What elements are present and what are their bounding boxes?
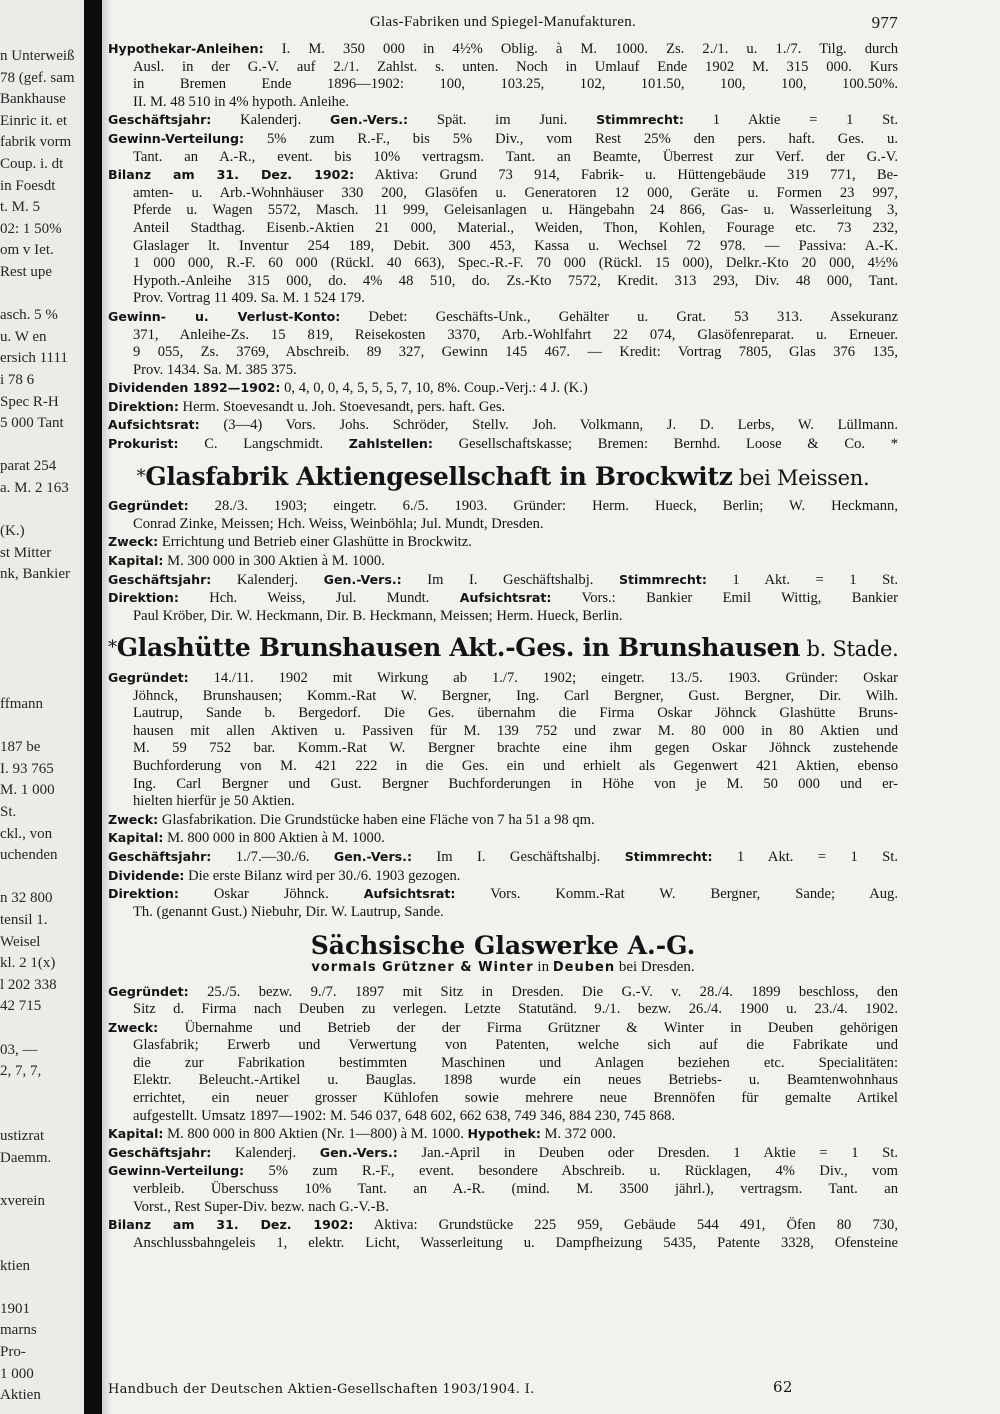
field-text: Tant. an A.-R., event. bis 10% vertragsm. Tant. an Beamte, Überrest zur Verf. der G.-V. [133,148,898,165]
left-margin-fragment: Spec R-H [0,393,59,410]
text-line [108,1090,898,1108]
field-label: Gegründet: [108,498,189,514]
field-text: die zur Fabrikation bestimmten Maschinen und Anlagen beziehen etc. Specialitäten: [133,1054,898,1071]
text-line [108,166,898,185]
text-line [108,255,898,273]
field-text: Buchforderung von M. 421 222 in die Ges. ein und erhielt als Gegenwert 421 Aktien, ebenso [133,757,898,774]
text-line [108,589,898,608]
text-line [108,273,898,291]
left-margin-fragment: M. 1 000 [0,782,55,799]
page-content [108,14,898,1252]
text-line [108,344,898,362]
text-line [108,1162,898,1181]
field-text: Herm. Stoevesandt u. Joh. Stoevesandt, pers. haft. Ges. [178,398,506,415]
left-margin-fragment: kl. 2 1(x) [0,955,56,972]
text-line [108,111,898,130]
company-title-brunshausen [108,633,899,663]
company-name: Glashütte Brunshausen Akt.-Ges. in Brunshausen [116,633,801,663]
field-text: 1 Akt. = 1 St. [706,571,898,588]
field-label: Zweck: [108,1019,159,1035]
field-text: in Bremen Ende 1896—1902: 100, 103.25, 102, 101.50, 100, 100, 100.50%. [133,76,898,93]
text-line [108,688,898,706]
field-text: Vors.: Bankier Emil Wittig, Bankier [551,590,898,607]
left-margin-fragment: uchenden [0,847,58,864]
new-entry-asterisk: * [136,465,146,487]
field-text: 0, 4, 0, 0, 4, 5, 5, 5, 7, 10, 8%. Coup.-Verj.: 4 J. (K.) [280,380,588,397]
field-text: errichtet, ein neuer grosser Kühlofen sowie mehrere neue Brennöfen für gemalte Artikel [133,1090,898,1107]
left-margin-fragment: st Mitter [0,544,52,561]
text-line [108,59,898,77]
left-margin-fragment: parat 254 [0,458,57,475]
field-text: Anteil Stadthag. Eisenb.-Aktien 21 000, Material., Weiden, Thon, Kohlen, Fourage etc. 73 232, [133,219,898,236]
left-margin-fragment: 5 000 Tant [0,415,64,432]
field-text: (3—4) Vors. Johs. Schröder, Stellv. Joh. Volkmann, J. D. Lerbs, W. Lüllmann. [199,417,898,434]
field-label: Dividende: [108,867,185,883]
left-margin-fragment: in Foesdt [0,177,56,194]
field-label: Bilanz am 31. Dez. 1902: [108,167,355,183]
field-label: Gegründet: [108,983,189,999]
text-line [108,552,898,571]
field-label: Stimmrecht: [596,112,684,128]
section-bremen-glass-company [108,40,898,454]
field-text: Glaslager lt. Inventur 254 189, Debit. 300 453, Kassa u. Wechsel 72 978. — Passiva: A.-K. [133,237,898,254]
field-text: 25./5. bezw. 9./7. 1897 mit Sitz in Dresden. Die G.-V. v. 28./4. 1899 beschloss, den [188,983,898,1000]
text-line [108,571,898,590]
left-margin-fragment: n Unterweiß [0,48,75,64]
left-margin-fragment: nk, Bankier [0,566,70,583]
left-margin-fragment: ckl., von [0,825,53,842]
field-text: 1 Akt. = 1 St. [712,848,898,865]
company-subtitle-saechsische [108,959,898,977]
field-text: 9 055, Zs. 3769, Abschreib. 89 327, Gewinn 145 467. — Kredit: Vortrag 7805, Glas 376 135, [133,344,898,361]
field-text: Debet: Geschäfts-Unk., Gehälter u. Grat. 53 313. Assekuranz [340,308,898,325]
field-label: Prokurist: [108,436,179,452]
left-margin-fragment: ffmann [0,696,44,712]
field-label: Stimmrecht: [624,848,713,864]
field-label: Direktion: [108,398,179,414]
subtitle-in: in [533,958,553,975]
field-text: verbleib. Überschuss 10% Tant. an A.-R. (mind. M. 3500 jährl.), vertragsm. Tant. an [133,1181,898,1198]
left-margin-fragment: ustizrat [0,1128,45,1144]
field-label: Kapital: [108,1126,164,1142]
field-text: Ausl. in der G.-V. auf 2./1. Zahlst. s. unten. Noch in Umlauf Ende 1902 M. 315 000. Kurs [133,58,898,75]
text-line [108,829,898,848]
text-line [108,867,898,886]
text-line [108,776,898,794]
subtitle-place: Deuben [552,959,616,975]
text-line [108,793,898,811]
left-margin-fragment: n 32 800 [0,890,53,907]
field-label: Direktion: [108,590,179,606]
field-text: Jan.-April in Deuben oder Dresden. 1 Aktie = 1 St. [397,1144,898,1161]
field-label: Bilanz am 31. Dez. 1902: [108,1217,354,1233]
field-text: Ing. Carl Bergner und Gust. Bergner Buchforderungen in Höhe von je M. 50 000 und er- [133,775,898,792]
text-line [108,1072,898,1090]
text-line [108,149,898,167]
field-label: Gewinn-Verteilung: [108,1163,245,1179]
field-label: Gen.-Vers.: [319,1144,398,1160]
field-text: II. M. 48 510 in 4% hypoth. Anleihe. [133,93,350,110]
field-text: hielten hierfür je 50 Aktien. [133,793,295,810]
left-margin-fragment: om v Iet. [0,242,54,259]
left-margin-fragment: Coup. i. dt [0,156,64,172]
field-text: Hch. Weiss, Jul. Mundt. [178,590,460,607]
left-margin-fragment: fabrik vorm [0,134,72,151]
field-label: Hypothekar-Anleihen: [108,41,264,56]
field-text: Die erste Bilanz wird per 30./6. 1903 gezogen. [184,867,461,884]
field-text: Vorst., Rest Super-Div. bezw. nach G.-V.-B. [133,1198,389,1215]
left-margin-fragment: Einric it. et [0,112,68,129]
field-text: Vors. Komm.-Rat W. Bergner, Sande; Aug. [455,886,898,903]
text-line [108,1108,898,1126]
text-line [108,40,898,59]
field-label: Zahlstellen: [348,436,433,452]
left-margin-fragment: I. 93 765 [0,760,54,777]
field-text: Lautrup, Sande b. Bergedorf. Die Ges. übernahm die Firma Oskar Jöhnck Glashütte Bruns- [133,705,898,722]
text-line [108,1019,898,1038]
text-line [108,202,898,220]
field-text: Hypoth.-Anleihe 315 000, do. 4% 48 510, do. Zs.-Kto 7572, Kredit. 313 293, Div. 48 000, Tant. [133,272,898,289]
left-margin-fragment: 78 (gef. sam [0,69,75,86]
text-line [108,1181,898,1199]
text-line [108,516,898,534]
field-text: Th. (genannt Gust.) Niebuhr, Dir. W. Lautrup, Sande. [133,903,444,920]
field-label: Geschäftsjahr: [108,571,212,587]
text-line [108,740,898,758]
left-margin-fragment: i 78 6 [0,372,35,388]
left-margin-fragment: Weisel [0,933,41,950]
text-line [108,327,898,345]
text-line [108,533,898,552]
text-line [108,416,898,435]
text-line [108,669,898,688]
left-margin-fragment: 03, — [0,1041,38,1058]
field-text: C. Langschmidt. [178,436,349,453]
left-margin-fragment: Rest upe [0,264,53,280]
field-text: 371, Anleihe-Zs. 15 819, Reisekosten 3370, Arb.-Wohlfahrt 22 074, Glasöfenreparat. u. Erneuer. [133,326,898,343]
field-label: Geschäftsjahr: [108,848,212,864]
left-margin-fragment: St. [0,804,17,820]
left-margin-fragment: 42 715 [0,998,42,1015]
left-page-margin [0,0,84,1414]
field-text: amten- u. Arb.-Wohnhäuser 330 200, Glasöfen u. Generatoren 12 000, Geräte u. Formen 23 997, [133,184,898,201]
field-text: M. 800 000 in 800 Aktien (Nr. 1—800) à M. 1000. [163,1126,468,1143]
text-line [108,1055,898,1073]
field-label: Direktion: [108,886,179,902]
company-title-saechsische: Sächsische Glaswerke A.-G. [310,931,696,961]
field-text: Sitz d. Firma nach Deuben zu verlegen. Letzte Statutänd. 9./1. bezw. 26./4. 1900 u. 23./4. 1902. [133,1001,898,1018]
field-label: Aufsichtsrat: [108,417,200,433]
left-margin-fragment: u. W en [0,328,47,345]
field-label: Kapital: [108,830,164,846]
field-label: Geschäftsjahr: [108,112,212,128]
text-line [108,220,898,238]
left-margin-fragment: l 202 338 [0,976,57,993]
left-margin-fragment: tensil 1. [0,912,48,928]
field-text: Gesellschaftskasse; Bremen: Bernhd. Loose & Co. * [432,436,898,453]
field-label: Gewinn- u. Verlust-Konto: [108,308,341,324]
field-text: Kalenderj. [211,112,331,129]
left-margin-fragment: t. M. 5 [0,199,41,216]
text-line [108,1125,898,1144]
text-line [108,130,898,149]
field-label: Zweck: [108,534,159,550]
left-margin-fragment: 187 be [0,739,41,756]
left-margin-fragment: 1901 [0,1300,30,1317]
field-text: Prov. 1434. Sa. M. 385 375. [133,361,297,378]
field-label: Gen.-Vers.: [323,571,402,587]
field-text: Jöhnck, Brunshausen; Komm.-Rat W. Bergner, Ing. Carl Bergner, Gust. Bergner, Dir. Wilh. [133,687,898,704]
field-label: Gen.-Vers.: [330,112,409,128]
text-line [108,362,898,380]
field-text: Im I. Geschäftshalbj. [401,571,619,588]
text-line [108,290,898,308]
page-footer [108,1378,898,1397]
left-margin-fragment: ersich 1111 [0,350,68,367]
new-entry-asterisk: * [108,637,117,659]
running-head [108,14,898,40]
text-line [108,94,898,112]
field-label: Geschäftsjahr: [108,1144,212,1160]
text-line [108,848,898,867]
text-line [108,811,898,830]
left-margin-fragment: Aktien [0,1387,41,1404]
text-line [108,608,898,626]
field-text: 5% zum R.-F., bis 5% Div., vom Rest 25% den pers. haft. Ges. u. [244,130,898,147]
text-line [108,1037,898,1055]
section-saechsische [108,983,898,1253]
field-text: Übernahme und Betrieb der der Firma Grützner & Winter in Deuben gehörigen [158,1019,898,1036]
field-text: M. 300 000 in 300 Aktien à M. 1000. [163,553,385,570]
text-line [108,885,898,904]
field-text: M. 800 000 in 800 Aktien à M. 1000. [163,830,385,847]
text-line [108,723,898,741]
text-line [108,904,898,922]
field-text: I. M. 350 000 in 4½% Oblig. à M. 1000. Zs. 2./1. u. 1./7. Tilg. durch [263,41,898,57]
field-label: Hypothek: [467,1126,541,1142]
text-line [108,1144,898,1163]
field-text: 1 Aktie = 1 St. [683,112,898,129]
field-text: hausen mit allen Aktiven u. Passiven für M. 139 752 und zwar M. 80 000 in 80 Aktien und [133,722,898,739]
field-text: Anschlussbahngeleis 1, elektr. Licht, Wasserleitung u. Dampfheizung 5435, Patente 3328, Ofensteine [133,1234,898,1251]
page-number: 977 [871,13,898,32]
running-head-title: Glas-Fabriken und Spiegel-Manufakturen. [369,14,637,30]
field-label: Dividenden 1892—1902: [108,380,281,396]
field-label: Aufsichtsrat: [363,886,456,902]
text-line [108,185,898,203]
left-margin-fragment: (K.) [0,523,25,540]
field-text: Spät. im Juni. [408,112,597,129]
left-margin-fragment: asch. 5 % [0,307,58,324]
field-text: M. 59 752 bar. Komm.-Rat W. Bergner brachte eine ihm gegen Oskar Jöhnck zustehende [133,740,898,757]
section-brunshausen [108,669,898,921]
field-text: 28./3. 1903; eingetr. 6./5. 1903. Gründer: Herm. Hueck, Berlin; W. Heckmann, [188,498,898,515]
field-text: Kalenderj. [211,571,324,588]
field-text: Im I. Geschäftshalbj. [412,848,625,865]
former-firm-name: vormals Grützner & Winter [311,959,534,975]
field-label: Aufsichtsrat: [459,590,552,606]
field-text: Kalenderj. [211,1144,320,1161]
company-title-brockwitz [108,461,898,491]
field-text: Glasfabrikation. Die Grundstücke haben eine Fläche von 7 ha 51 a 98 qm. [158,811,595,828]
field-text: Prov. Vortrag 11 409. Sa. M. 1 524 179. [133,290,365,307]
book-binding-shadow [84,0,102,1414]
field-text: 14./11. 1902 mit Wirkung ab 1./7. 1902; eingetr. 13./5. 1903. Gründer: Oskar [188,670,898,686]
text-line [108,379,898,398]
field-text: 1 000 000, R.-F. 60 000 (Rückl. 40 663), Spec.-R.-F. 70 000 (Rückl. 15 000), Delkr.-Kto 20 000, 4½% [133,255,898,272]
left-margin-fragment: marns [0,1322,37,1339]
field-text: Paul Kröber, Dir. W. Heckmann, Dir. B. Heckmann, Meissen; Herm. Hueck, Berlin. [133,607,623,624]
left-margin-fragment: 1 000 [0,1365,34,1382]
text-line [108,308,898,327]
left-margin-fragment: ktien [0,1257,30,1274]
field-text: Elektr. Beleucht.-Artikel u. Bauglas. 1898 wurde ein neues Betriebs- u. Beamtenwohnhaus [133,1072,898,1089]
field-text: Conrad Zinke, Meissen; Hch. Weiss, Weinböhla; Jul. Mundt, Dresden. [133,515,544,532]
text-line [108,983,898,1002]
field-text: Aktiva: Grund 73 914, Fabrik- u. Hüttengebäude 319 771, Be- [354,167,898,184]
field-text: Pferde u. Wagen 5572, Masch. 11 999, Geleisanlagen u. Hängebahn 24 866, Gas- u. Wasserleitung 3, [133,202,898,219]
field-text: 1./7.—30./6. [211,848,334,865]
text-line [108,238,898,256]
company-name: Glasfabrik Aktiengesellschaft in Brockwitz [145,461,733,491]
text-line [108,1001,898,1019]
field-label: Kapital: [108,553,164,569]
field-label: Zweck: [108,811,159,827]
text-line [108,76,898,94]
field-text: Aktiva: Grundstücke 225 959, Gebäude 544 491, Öfen 80 730, [353,1217,898,1234]
left-margin-fragment: Bankhause [0,91,66,108]
text-line [108,497,898,516]
text-line [108,758,898,776]
footer-signature-mark: 62 [773,1378,793,1396]
field-label: Gewinn-Verteilung: [108,130,245,146]
text-line [108,435,898,454]
text-line [108,1235,898,1253]
field-text: Errichtung und Betrieb einer Glashütte in Brockwitz. [158,534,472,551]
field-label: Gen.-Vers.: [333,848,412,864]
text-line [108,1216,898,1235]
field-text: 5% zum R.-F., event. besondere Abschreib. u. Rücklagen, 4% Div., vom [244,1163,898,1180]
text-line [108,1199,898,1217]
company-place: b. Stade. [800,637,899,662]
company-place: bei Meissen. [732,465,870,490]
text-line [108,398,898,417]
field-text: aufgestellt. Umsatz 1897—1902: M. 546 037, 648 602, 662 638, 749 346, 884 230, 745 868. [133,1107,675,1124]
footer-book-title: Handbuch der Deutschen Aktien-Gesellschaften 1903/1904. I. [108,1382,535,1397]
left-margin-fragment: Daemm. [0,1149,52,1166]
left-margin-fragment: 02: 1 50% [0,220,62,237]
subtitle-rest: bei Dresden. [615,958,695,975]
field-text: M. 372 000. [540,1126,616,1143]
field-text: Glasfabrik; Erwerb und Verwertung von Patenten, welche sich auf die Fabrikate und [133,1037,898,1054]
field-label: Stimmrecht: [618,571,707,587]
section-brockwitz [108,497,898,625]
left-margin-fragment: Pro- [0,1344,26,1360]
left-margin-fragment: xverein [0,1192,45,1209]
field-text: Oskar Jöhnck. [178,886,364,903]
left-margin-fragment: 2, 7, 7, [0,1063,42,1080]
field-label: Gegründet: [108,670,189,685]
left-margin-fragment: a. M. 2 163 [0,480,69,496]
text-line [108,705,898,723]
